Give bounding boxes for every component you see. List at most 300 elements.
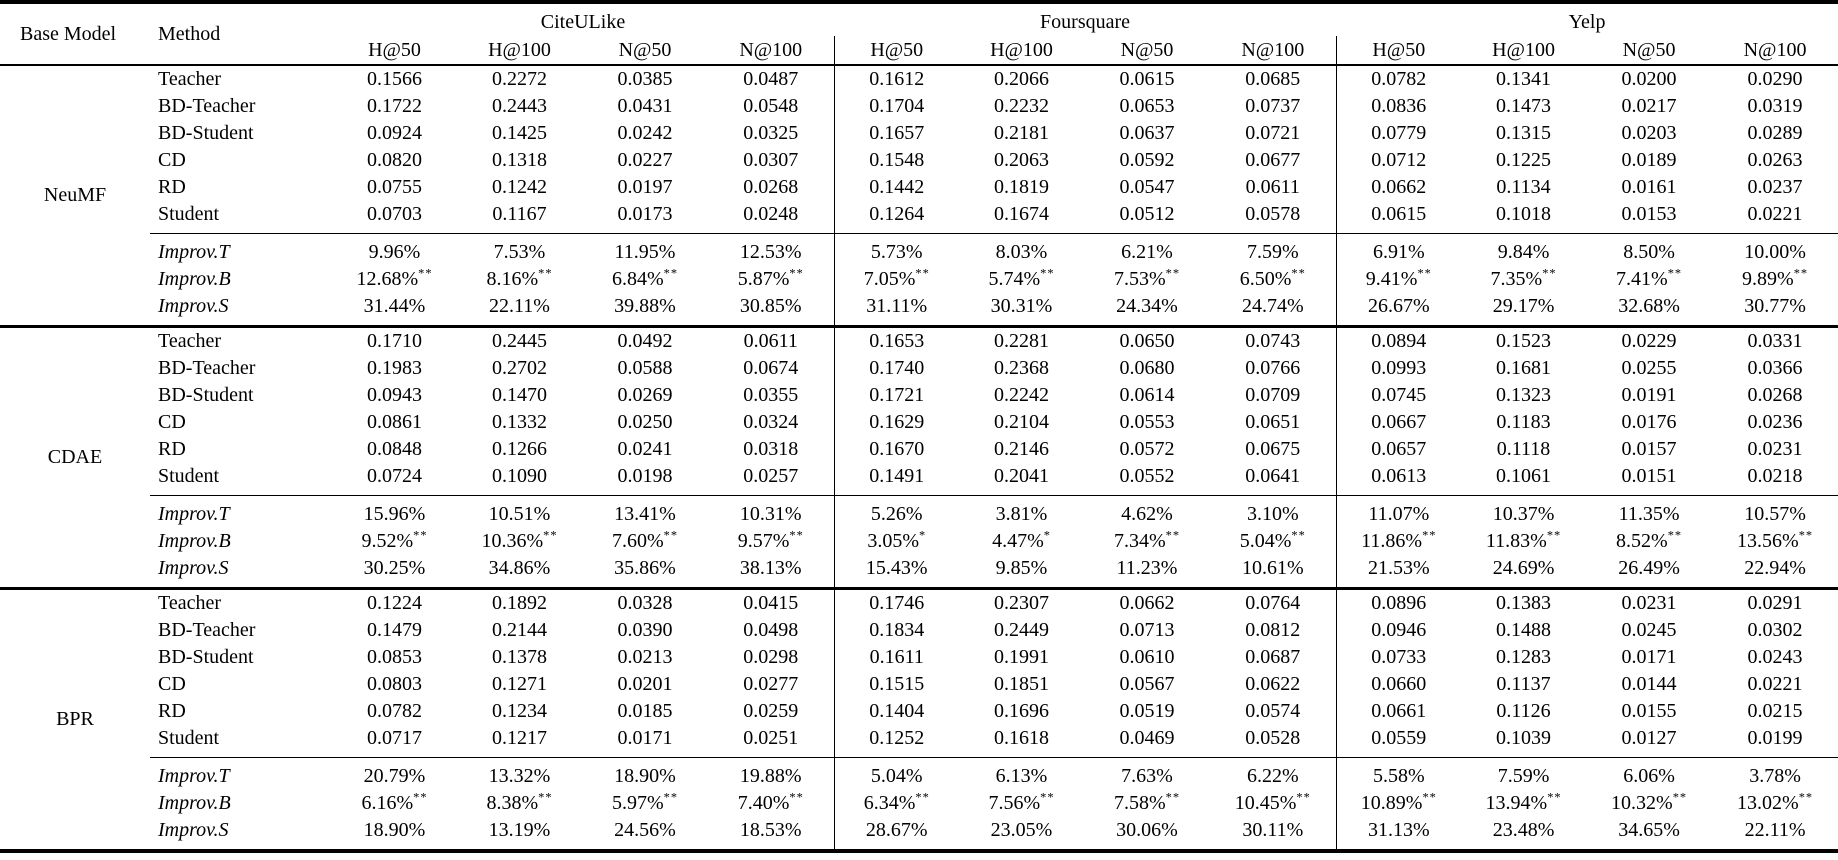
metric-value-cell: 0.2702	[492, 357, 547, 379]
method-cell: BD-Student	[158, 384, 254, 406]
improvement-row	[0, 234, 1838, 267]
metric-value-cell: 0.0680	[1119, 357, 1175, 379]
improvement-cell: 12.68%**	[356, 266, 433, 290]
metric-value-cell: 0.0242	[617, 122, 673, 144]
improvement-cell: 31.44%	[363, 295, 426, 317]
improvement-cell: 11.86%**	[1361, 528, 1437, 552]
table-row	[0, 409, 1838, 436]
metric-header-yelp-n50: N@50	[1622, 39, 1676, 61]
improvement-cell: 4.62%	[1084, 496, 1210, 529]
improvement-cell: 24.69%	[1492, 557, 1555, 579]
improvement-cell: 9.52%**	[361, 528, 428, 552]
metric-value-cell: 0.0268	[1747, 384, 1803, 406]
improvement-cell: 6.22%	[1210, 758, 1336, 791]
metric-value-cell: 0.0318	[708, 436, 834, 463]
metric-value-cell: 0.0712	[1371, 149, 1427, 171]
metric-value-cell: 0.0487	[708, 65, 834, 93]
metric-value-cell: 0.1425	[492, 122, 547, 144]
metric-value-cell: 0.0355	[708, 382, 834, 409]
metric-value-cell: 0.0269	[617, 384, 673, 406]
improvement-method-cell: Improv.B	[158, 792, 231, 814]
improvement-cell: 6.16%**	[361, 790, 428, 814]
metric-value-cell: 0.0713	[1119, 619, 1175, 641]
metric-value-cell: 0.0743	[1210, 327, 1336, 356]
metric-value-cell: 0.0144	[1621, 673, 1677, 695]
table-row	[0, 617, 1838, 644]
improvement-cell: 5.97%**	[611, 790, 679, 814]
improvement-cell: 9.57%**	[708, 528, 834, 555]
metric-value-cell: 0.0325	[708, 120, 834, 147]
improvement-row	[0, 555, 1838, 589]
metric-value-cell: 0.0259	[708, 698, 834, 725]
metric-value-cell: 0.1183	[1496, 411, 1551, 433]
metric-value-cell: 0.0820	[367, 149, 422, 171]
improvement-cell: 24.34%	[1116, 295, 1178, 317]
improvement-cell: 8.16%**	[486, 266, 553, 290]
metric-value-cell: 0.0615	[1371, 203, 1427, 225]
method-cell: Teacher	[150, 589, 332, 618]
improvement-cell: 12.53%	[708, 234, 834, 267]
metric-value-cell: 0.0674	[708, 355, 834, 382]
method-cell: CD	[158, 149, 186, 171]
metric-value-cell: 0.1740	[869, 357, 925, 379]
method-cell: Teacher	[150, 327, 332, 356]
method-cell: RD	[158, 176, 186, 198]
metric-header-citeulike-h50: H@50	[368, 39, 421, 61]
improvement-cell: 5.26%	[834, 496, 959, 529]
improvement-row	[0, 817, 1838, 851]
method-cell: BD-Teacher	[158, 357, 256, 379]
metric-value-cell: 0.0709	[1210, 382, 1336, 409]
metric-header-foursquare-h50: H@50	[870, 39, 924, 61]
improvement-cell: 8.03%	[959, 234, 1084, 267]
metric-value-cell: 0.1266	[492, 438, 547, 460]
metric-value-cell: 0.0171	[1621, 646, 1677, 668]
metric-value-cell: 0.0217	[1621, 95, 1677, 117]
improvement-cell: 18.90%	[582, 758, 708, 791]
metric-value-cell: 0.0229	[1586, 327, 1712, 356]
table-row	[0, 671, 1838, 698]
improvement-cell: 23.05%	[990, 819, 1053, 841]
metric-value-cell: 0.1696	[994, 700, 1049, 722]
improvement-cell: 11.83%**	[1485, 528, 1562, 552]
table-row	[0, 120, 1838, 147]
metric-value-cell: 0.2041	[994, 465, 1049, 487]
metric-value-cell: 0.0660	[1371, 673, 1427, 695]
metric-value-cell: 0.0685	[1210, 65, 1336, 93]
metric-value-cell: 0.0779	[1371, 122, 1427, 144]
improvement-row	[0, 528, 1838, 555]
improvement-cell: 30.85%	[708, 293, 834, 327]
improvement-method-cell: Improv.S	[158, 557, 229, 579]
metric-value-cell: 0.1315	[1496, 122, 1552, 144]
table-row	[0, 327, 1838, 356]
metric-value-cell: 0.0415	[708, 589, 834, 618]
metric-value-cell: 0.0896	[1336, 589, 1461, 618]
metric-value-cell: 0.0764	[1210, 589, 1336, 618]
metric-value-cell: 0.0200	[1621, 68, 1677, 90]
metric-value-cell: 0.0615	[1119, 68, 1175, 90]
metric-header-citeulike-n50: N@50	[618, 39, 672, 61]
metric-value-cell: 0.0431	[617, 95, 673, 117]
improvement-cell: 30.77%	[1744, 295, 1806, 317]
metric-value-cell: 0.1242	[492, 176, 547, 198]
metric-value-cell: 0.1225	[1496, 149, 1552, 171]
metric-value-cell: 0.0717	[367, 727, 422, 749]
metric-value-cell: 0.1134	[1496, 176, 1551, 198]
metric-value-cell: 0.1611	[869, 646, 924, 668]
metric-value-cell: 0.0291	[1712, 589, 1838, 618]
metric-header-yelp-h50: H@50	[1372, 39, 1426, 61]
improvement-cell: 3.78%	[1712, 758, 1838, 791]
metric-value-cell: 0.0943	[367, 384, 422, 406]
col-header-base-model: Base Model	[20, 22, 117, 45]
improvement-cell: 7.59%	[1210, 234, 1336, 267]
improvement-cell: 7.34%**	[1113, 528, 1181, 552]
metric-value-cell: 0.0559	[1371, 727, 1427, 749]
table-row	[0, 698, 1838, 725]
improvement-cell: 5.87%**	[708, 266, 834, 293]
metric-value-cell: 0.1892	[457, 589, 582, 618]
improvement-cell: 8.50%	[1586, 234, 1712, 267]
metric-value-cell: 0.0231	[1747, 438, 1803, 460]
metric-value-cell: 0.0677	[1210, 147, 1336, 174]
table-row	[0, 65, 1838, 93]
metric-value-cell: 0.0548	[708, 93, 834, 120]
metric-value-cell: 0.0782	[367, 700, 422, 722]
improvement-method-cell: Improv.B	[158, 530, 231, 552]
table-row	[0, 382, 1838, 409]
improvement-cell: 6.21%	[1084, 234, 1210, 267]
improvement-cell: 7.05%**	[863, 266, 930, 290]
metric-value-cell: 0.0469	[1119, 727, 1175, 749]
metric-value-cell: 0.1378	[492, 646, 547, 668]
metric-header-foursquare-h100: H@100	[990, 39, 1053, 61]
metric-value-cell: 0.0237	[1747, 176, 1803, 198]
metric-value-cell: 0.1264	[869, 203, 925, 225]
improvement-cell: 7.63%	[1084, 758, 1210, 791]
metric-value-cell: 0.0567	[1119, 673, 1175, 695]
metric-value-cell: 0.1851	[994, 673, 1049, 695]
improvement-cell: 15.96%	[332, 496, 457, 529]
metric-value-cell: 0.0662	[1371, 176, 1427, 198]
metric-value-cell: 0.0553	[1119, 411, 1175, 433]
method-cell: CD	[158, 673, 186, 695]
improvement-cell: 11.07%	[1336, 496, 1461, 529]
base-model-cell: NeuMF	[43, 184, 107, 206]
metric-value-cell: 0.2181	[994, 122, 1049, 144]
metric-value-cell: 0.0622	[1210, 671, 1336, 698]
improvement-method-cell: Improv.T	[150, 758, 332, 791]
improvement-cell: 10.00%	[1712, 234, 1838, 267]
metric-value-cell: 0.1332	[492, 411, 547, 433]
improvement-cell: 24.74%	[1210, 293, 1336, 327]
improvement-cell: 5.74%**	[988, 266, 1055, 290]
table-row	[0, 355, 1838, 382]
metric-value-cell: 0.0745	[1371, 384, 1427, 406]
metric-value-cell: 0.0641	[1210, 463, 1336, 496]
improvement-cell: 6.84%**	[611, 266, 679, 290]
improvement-cell: 22.94%	[1744, 557, 1806, 579]
improvement-cell: 38.13%	[708, 555, 834, 589]
metric-value-cell: 0.2272	[492, 68, 547, 90]
dataset-header-yelp: Yelp	[1568, 11, 1606, 33]
metric-value-cell: 0.0724	[367, 465, 422, 487]
improvement-method-cell: Improv.S	[158, 819, 229, 841]
metric-value-cell: 0.0236	[1747, 411, 1803, 433]
metric-header-foursquare-n50: N@50	[1120, 39, 1174, 61]
metric-value-cell: 0.1566	[367, 68, 422, 90]
improvement-row	[0, 758, 1838, 791]
improvement-cell: 3.10%	[1210, 496, 1336, 529]
improvement-cell: 10.51%	[457, 496, 582, 529]
metric-value-cell: 0.1515	[869, 673, 925, 695]
improvement-cell: 3.05%*	[867, 528, 927, 552]
improvement-cell: 5.58%	[1336, 758, 1461, 791]
improvement-cell: 7.40%**	[708, 790, 834, 817]
improvement-cell: 31.13%	[1367, 819, 1430, 841]
method-cell: BD-Teacher	[158, 619, 256, 641]
metric-value-cell: 0.2104	[994, 411, 1049, 433]
metric-value-cell: 0.0661	[1371, 700, 1427, 722]
metric-value-cell: 0.0251	[708, 725, 834, 758]
improvement-cell: 7.59%	[1461, 758, 1586, 791]
improvement-cell: 6.06%	[1586, 758, 1712, 791]
improvement-cell: 13.19%	[488, 819, 551, 841]
metric-value-cell: 0.1721	[869, 384, 925, 406]
metric-value-cell: 0.0151	[1621, 465, 1677, 487]
table-row	[0, 589, 1838, 618]
metric-value-cell: 0.1657	[869, 122, 925, 144]
metric-value-cell: 0.0611	[708, 327, 834, 356]
improvement-cell: 10.37%	[1461, 496, 1586, 529]
metric-value-cell: 0.0185	[617, 700, 673, 722]
metric-value-cell: 0.0610	[1119, 646, 1175, 668]
metric-value-cell: 0.1404	[869, 700, 925, 722]
metric-value-cell: 0.0189	[1621, 149, 1677, 171]
improvement-cell: 7.60%**	[611, 528, 679, 552]
improvement-cell: 34.65%	[1618, 819, 1680, 841]
table-row	[0, 644, 1838, 671]
improvement-cell: 19.88%	[708, 758, 834, 791]
metric-value-cell: 0.0492	[582, 327, 708, 356]
metric-value-cell: 0.0588	[617, 357, 673, 379]
improvement-cell: 7.53%**	[1113, 266, 1181, 290]
metric-value-cell: 0.0662	[1084, 589, 1210, 618]
method-cell: Student	[158, 465, 220, 487]
improvement-cell: 9.84%	[1461, 234, 1586, 267]
metric-value-cell: 0.0614	[1119, 384, 1175, 406]
improvement-cell: 22.11%	[1744, 819, 1806, 841]
improvement-method-cell: Improv.B	[158, 268, 231, 290]
metric-value-cell: 0.0198	[617, 465, 673, 487]
metric-value-cell: 0.0218	[1747, 465, 1803, 487]
metric-value-cell: 0.0157	[1621, 438, 1677, 460]
table-row	[0, 436, 1838, 463]
metric-value-cell: 0.0250	[617, 411, 673, 433]
improvement-cell: 5.73%	[834, 234, 959, 267]
metric-value-cell: 0.1252	[869, 727, 925, 749]
improvement-cell: 18.53%	[708, 817, 834, 851]
improvement-method-cell: Improv.T	[150, 496, 332, 529]
metric-value-cell: 0.1061	[1496, 465, 1552, 487]
improvement-cell: 28.67%	[865, 819, 928, 841]
metric-value-cell: 0.1479	[367, 619, 422, 641]
metric-value-cell: 0.0213	[617, 646, 673, 668]
metric-value-cell: 0.0176	[1621, 411, 1677, 433]
metric-value-cell: 0.1473	[1496, 95, 1552, 117]
metric-value-cell: 0.2146	[994, 438, 1049, 460]
metric-value-cell: 0.0203	[1621, 122, 1677, 144]
col-header-method: Method	[158, 22, 221, 45]
metric-value-cell: 0.1488	[1496, 619, 1552, 641]
table-row	[0, 725, 1838, 758]
metric-value-cell: 0.0324	[708, 409, 834, 436]
metric-value-cell: 0.1442	[869, 176, 925, 198]
improvement-cell: 3.81%	[959, 496, 1084, 529]
method-cell: BD-Teacher	[158, 95, 256, 117]
metric-value-cell: 0.1710	[332, 327, 457, 356]
metric-value-cell: 0.0766	[1210, 355, 1336, 382]
metric-value-cell: 0.0201	[617, 673, 673, 695]
improvement-row	[0, 496, 1838, 529]
table-row	[0, 463, 1838, 496]
metric-value-cell: 0.0528	[1210, 725, 1336, 758]
improvement-cell: 7.41%**	[1616, 266, 1683, 290]
metric-value-cell: 0.0498	[708, 617, 834, 644]
improvement-cell: 24.56%	[614, 819, 676, 841]
metric-value-cell: 0.0653	[1119, 95, 1175, 117]
method-cell: RD	[158, 438, 186, 460]
metric-value-cell: 0.0328	[582, 589, 708, 618]
improvement-cell: 7.53%	[457, 234, 582, 267]
metric-value-cell: 0.2307	[959, 589, 1084, 618]
improvement-cell: 7.58%**	[1113, 790, 1181, 814]
table-row	[0, 174, 1838, 201]
improvement-cell: 11.95%	[582, 234, 708, 267]
improvement-cell: 13.56%**	[1737, 528, 1814, 552]
metric-value-cell: 0.0651	[1210, 409, 1336, 436]
metric-value-cell: 0.0924	[367, 122, 422, 144]
metric-value-cell: 0.0331	[1712, 327, 1838, 356]
metric-value-cell: 0.0894	[1336, 327, 1461, 356]
table-row	[0, 201, 1838, 234]
improvement-cell: 30.11%	[1210, 817, 1336, 851]
improvement-cell: 10.61%	[1210, 555, 1336, 589]
improvement-cell: 30.06%	[1116, 819, 1178, 841]
metric-value-cell: 0.0782	[1371, 68, 1427, 90]
metric-value-cell: 0.0243	[1747, 646, 1803, 668]
method-cell: BD-Student	[158, 646, 254, 668]
metric-value-cell: 0.2449	[994, 619, 1049, 641]
metric-value-cell: 0.0733	[1371, 646, 1427, 668]
metric-value-cell: 0.0241	[617, 438, 673, 460]
metric-value-cell: 0.0277	[708, 671, 834, 698]
metric-value-cell: 0.2144	[492, 619, 547, 641]
improvement-cell: 21.53%	[1367, 557, 1430, 579]
improvement-cell: 7.56%**	[988, 790, 1055, 814]
metric-value-cell: 0.0289	[1747, 122, 1803, 144]
improvement-cell: 13.02%**	[1737, 790, 1814, 814]
metric-value-cell: 0.1704	[869, 95, 925, 117]
metric-value-cell: 0.0946	[1371, 619, 1427, 641]
metric-value-cell: 0.1834	[869, 619, 925, 641]
improvement-cell: 29.17%	[1492, 295, 1555, 317]
metric-value-cell: 0.1746	[834, 589, 959, 618]
metric-value-cell: 0.2368	[994, 357, 1049, 379]
metric-header-yelp-h100: H@100	[1492, 39, 1555, 61]
metric-value-cell: 0.0512	[1119, 203, 1175, 225]
metric-value-cell: 0.1383	[1461, 589, 1586, 618]
improvement-row	[0, 790, 1838, 817]
improvement-cell: 10.31%	[708, 496, 834, 529]
metric-value-cell: 0.0993	[1371, 357, 1427, 379]
improvement-cell: 6.50%**	[1210, 266, 1336, 293]
improvement-cell: 32.68%	[1618, 295, 1680, 317]
metric-value-cell: 0.0199	[1747, 727, 1803, 749]
metric-value-cell: 0.1983	[367, 357, 422, 379]
improvement-cell: 18.90%	[363, 819, 426, 841]
improvement-cell: 6.91%	[1336, 234, 1461, 267]
metric-value-cell: 0.1234	[492, 700, 547, 722]
method-cell: Student	[158, 727, 220, 749]
base-model-cell: BPR	[0, 589, 150, 852]
metric-value-cell: 0.0848	[367, 438, 422, 460]
table-row	[0, 147, 1838, 174]
table-header	[0, 2, 1838, 65]
metric-value-cell: 0.1341	[1496, 68, 1552, 90]
method-cell: Teacher	[158, 68, 221, 90]
base-model-cell: CDAE	[0, 327, 150, 589]
improvement-cell: 30.31%	[990, 295, 1053, 317]
metric-value-cell: 0.0637	[1119, 122, 1175, 144]
metric-value-cell: 0.0703	[367, 203, 422, 225]
metric-value-cell: 0.0248	[708, 201, 834, 234]
metric-value-cell: 0.0155	[1621, 700, 1677, 722]
improvement-cell: 4.47%*	[992, 528, 1051, 552]
improvement-cell: 9.85%	[995, 557, 1048, 579]
metric-value-cell: 0.1670	[869, 438, 925, 460]
metric-value-cell: 0.1523	[1461, 327, 1586, 356]
improvement-cell: 26.67%	[1367, 295, 1430, 317]
metric-value-cell: 0.0366	[1747, 357, 1803, 379]
method-cell: RD	[158, 700, 186, 722]
metric-value-cell: 0.0574	[1210, 698, 1336, 725]
metric-value-cell: 0.0221	[1747, 203, 1803, 225]
metric-value-cell: 0.0687	[1210, 644, 1336, 671]
metric-value-cell: 0.0257	[708, 463, 834, 496]
improvement-cell: 9.89%**	[1742, 266, 1809, 290]
improvement-cell: 11.23%	[1116, 557, 1178, 579]
metric-value-cell: 0.1271	[492, 673, 547, 695]
metric-value-cell: 0.1323	[1496, 384, 1552, 406]
metric-value-cell: 0.1018	[1496, 203, 1552, 225]
metric-value-cell: 0.0191	[1621, 384, 1677, 406]
improvement-cell: 22.11%	[489, 295, 550, 317]
metric-value-cell: 0.1090	[492, 465, 547, 487]
metric-value-cell: 0.1470	[492, 384, 547, 406]
metric-value-cell: 0.0221	[1747, 673, 1803, 695]
metric-value-cell: 0.2232	[994, 95, 1049, 117]
metric-value-cell: 0.0650	[1084, 327, 1210, 356]
metric-value-cell: 0.1612	[869, 68, 925, 90]
metric-value-cell: 0.0578	[1210, 201, 1336, 234]
metric-value-cell: 0.0675	[1210, 436, 1336, 463]
improvement-cell: 39.88%	[614, 295, 676, 317]
metric-value-cell: 0.0290	[1747, 68, 1803, 90]
metric-value-cell: 0.0836	[1371, 95, 1427, 117]
metric-value-cell: 0.0173	[617, 203, 673, 225]
